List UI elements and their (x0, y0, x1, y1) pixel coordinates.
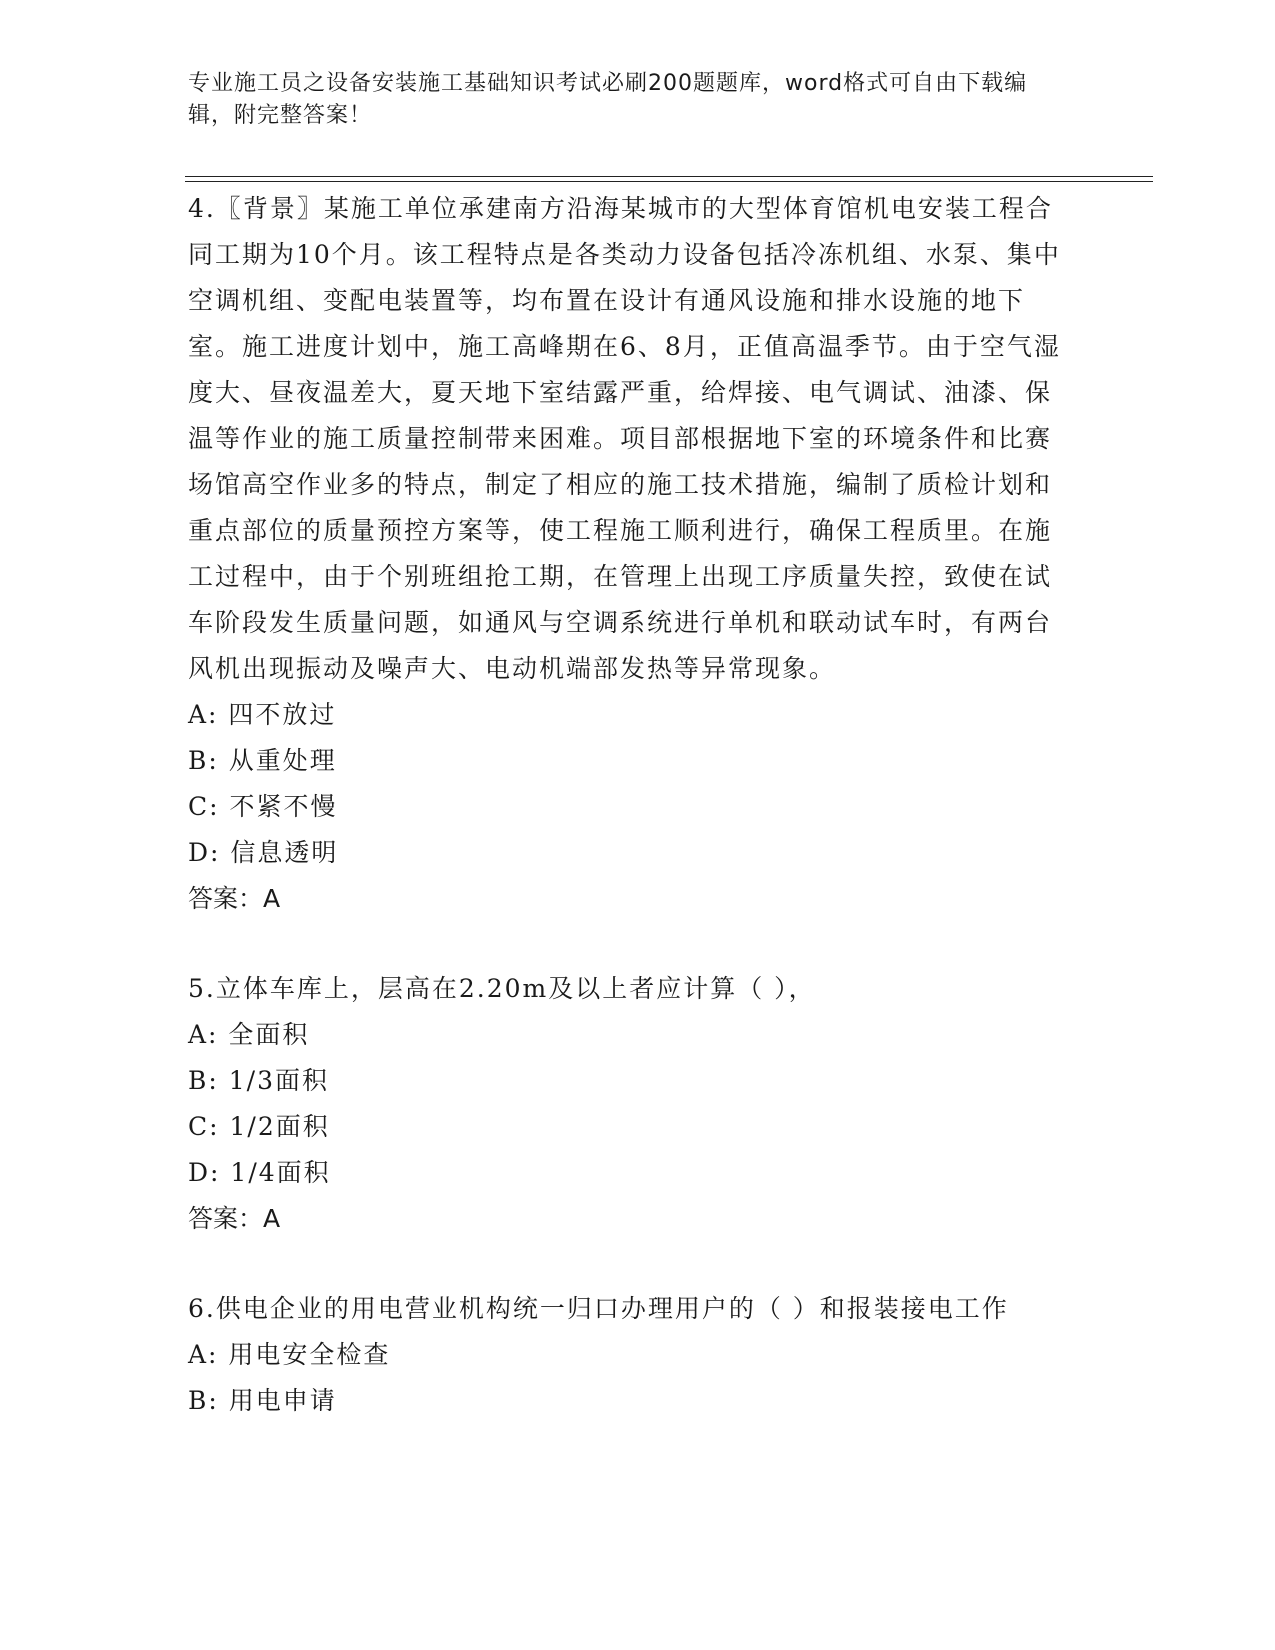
option-a: A: 四不放过 (188, 700, 337, 729)
page-header: 专业施工员之设备安装施工基础知识考试必刷200题题库，word格式可自由下载编辑，附完整答案！ (188, 71, 1028, 128)
question-5 (188, 966, 1078, 1242)
option-c: C: 1/2面积 (188, 1112, 330, 1141)
option-d: D: 信息透明 (188, 838, 339, 867)
question-spacer (188, 1242, 1078, 1286)
question-list (188, 186, 1078, 1424)
answer-line: 答案：A (188, 884, 281, 913)
option-a: A: 用电安全检查 (188, 1340, 391, 1369)
question-stem: 4.〖背景〗某施工单位承建南方沿海某城市的大型体育馆机电安装工程合同工期为10个月。该工程特点是各类动力设备包括冷冻机组、水泵、集中空调机组、变配电装置等，均布置在设计有通风设施和排水设施的地下室。施工进度计划中，施工高峰期在6、8月，正值高温季节。由于空气湿度大、昼夜温差大，夏天地下室结露严重，给焊接、电气调试、油漆、保温等作业的施工质量控制带来困难。项目部根据地下室的环境条件和比赛场馆高空作业多的特点，制定了相应的施工技术措施，编制了质检计划和重点部位的质量预控方案等，使工程施工顺利进行，确保工程质里。在施工过程中，由于个别班组抢工期，在管理上出现工序质量失控，致使在试车阶段发生质量问题，如通风与空调系统进行单机和联动试车时，有两台风机出现振动及噪声大、电动机端部发热等异常现象。 (188, 194, 1061, 683)
question-spacer (188, 922, 1078, 966)
header-divider (185, 176, 1153, 182)
option-d: D: 1/4面积 (188, 1158, 331, 1187)
option-c: C: 不紧不慢 (188, 792, 338, 821)
question-stem: 5.立体车库上，层高在2.20m及以上者应计算（ ）， (188, 974, 816, 1003)
option-a: A: 全面积 (188, 1020, 310, 1049)
question-stem: 6.供电企业的用电营业机构统一归口办理用户的（ ）和报装接电工作 (188, 1294, 1009, 1323)
option-b: B: 从重处理 (188, 746, 337, 775)
option-b: B: 1/3面积 (188, 1066, 329, 1095)
answer-line: 答案：A (188, 1204, 281, 1233)
option-b: B: 用电申请 (188, 1386, 337, 1415)
question-6 (188, 1286, 1078, 1424)
question-4 (188, 186, 1078, 922)
